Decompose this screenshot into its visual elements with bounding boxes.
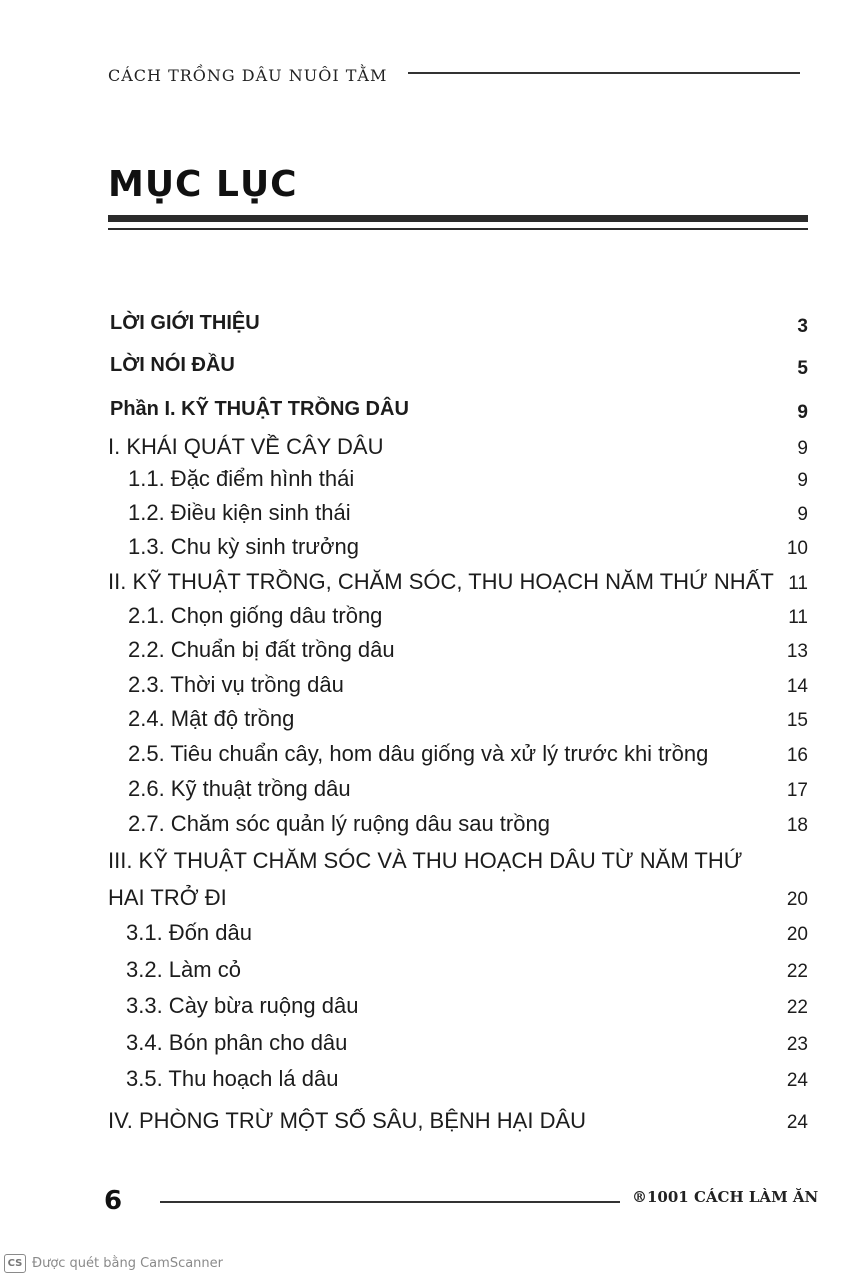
toc-entry-label: LỜI NÓI ĐẦU: [110, 354, 235, 376]
toc-entry-page: 5: [797, 358, 808, 379]
toc-entry: [0, 466, 853, 500]
toc-entry-page: 3: [797, 316, 808, 337]
toc-entry-page: 24: [786, 1070, 808, 1091]
toc-entry-label: Phần I. KỸ THUẬT TRỒNG DÂU: [110, 398, 409, 420]
toc-entry: [0, 637, 853, 671]
toc-entry-page: 20: [786, 889, 808, 910]
toc-entry: [0, 993, 853, 1027]
toc-entry: [0, 1108, 853, 1142]
toc-entry: [0, 398, 853, 432]
toc-entry-label: III. KỸ THUẬT CHĂM SÓC VÀ THU HOẠCH DÂU TỪ NĂM THỨ: [108, 848, 743, 873]
toc-entry-label: 3.2. Làm cỏ: [126, 957, 241, 982]
toc-entry-page: 20: [786, 924, 808, 945]
page-number: 6: [104, 1186, 123, 1216]
toc-entry: [0, 434, 853, 468]
toc-entry-page: 17: [786, 780, 808, 801]
toc-entry-page: 9: [797, 504, 808, 525]
toc-entry-page: 14: [786, 676, 808, 697]
toc-entry: [0, 811, 853, 845]
toc-entry-label: 3.1. Đốn dâu: [126, 920, 252, 945]
toc-entry-page: 13: [786, 641, 808, 662]
toc-entry-label: 2.3. Thời vụ trồng dâu: [128, 672, 344, 697]
toc-entry: [0, 672, 853, 706]
toc-entry: [0, 920, 853, 954]
toc-entry-page: 24: [786, 1112, 808, 1133]
running-title: CÁCH TRỒNG DÂU NUÔI TẰM: [108, 66, 388, 85]
scan-watermark-text: Được quét bằng CamScanner: [32, 1256, 224, 1271]
series-brand: ®1001 CÁCH LÀM ĂN: [632, 1188, 819, 1206]
toc-entry-page: 11: [788, 573, 808, 594]
toc-entry-label: 3.4. Bón phân cho dâu: [126, 1030, 348, 1055]
toc-entry: [0, 603, 853, 637]
toc-entry-page: 9: [797, 438, 808, 459]
toc-entry-page: 22: [786, 997, 808, 1018]
toc-entry-label: 2.1. Chọn giống dâu trồng: [128, 603, 383, 628]
toc-entry-page: 22: [786, 961, 808, 982]
toc-entry-label: 1.2. Điều kiện sinh thái: [128, 500, 351, 525]
toc-entry-label: I. KHÁI QUÁT VỀ CÂY DÂU: [108, 434, 384, 459]
toc-entry-page: 15: [786, 710, 808, 731]
toc-entry: [0, 534, 853, 568]
toc-entry-page: 11: [788, 607, 808, 628]
toc-entry-page: 23: [786, 1034, 808, 1055]
toc-entry: [0, 741, 853, 775]
toc-entry-label: 2.7. Chăm sóc quản lý ruộng dâu sau trồng: [128, 811, 550, 836]
toc-entry: [0, 500, 853, 534]
toc-entry-page: 9: [797, 402, 808, 423]
toc-entry-label: 2.6. Kỹ thuật trồng dâu: [128, 776, 351, 801]
toc-entry: [0, 312, 853, 346]
toc-entry-label: 1.1. Đặc điểm hình thái: [128, 466, 355, 491]
toc-entry-page: 18: [786, 815, 808, 836]
toc-entry: [0, 1066, 853, 1100]
toc-entry-label: 3.3. Cày bừa ruộng dâu: [126, 993, 359, 1018]
toc-entry: [0, 706, 853, 740]
toc-entry-label: IV. PHÒNG TRỪ MỘT SỐ SÂU, BỆNH HẠI DÂU: [108, 1108, 587, 1133]
toc-entry: [0, 354, 853, 388]
page-title: MỤC LỤC: [108, 164, 298, 205]
toc-entry-label: 1.3. Chu kỳ sinh trưởng: [128, 534, 359, 559]
toc-entry-label: 2.4. Mật độ trồng: [128, 706, 295, 731]
toc-entry-label: HAI TRỞ ĐI: [108, 885, 227, 910]
toc-entry: [0, 848, 853, 882]
toc-entry-page: 10: [786, 538, 808, 559]
camscanner-logo-icon: CS: [4, 1254, 26, 1273]
toc-entry: [0, 1030, 853, 1064]
footer-rule: [160, 1201, 620, 1203]
toc-entry: [0, 957, 853, 991]
toc-entry-label: II. KỸ THUẬT TRỒNG, CHĂM SÓC, THU HOẠCH NĂM THỨ NHẤT: [108, 569, 774, 594]
toc-entry: [0, 776, 853, 810]
toc-entry-label: 2.5. Tiêu chuẩn cây, hom dâu giống và xử lý trước khi trồng: [128, 741, 709, 766]
toc-entry: [0, 569, 853, 603]
toc-entry-page: 16: [786, 745, 808, 766]
toc-entry: [0, 885, 853, 919]
toc-entry-page: 9: [797, 470, 808, 491]
toc-entry-label: LỜI GIỚI THIỆU: [110, 312, 260, 334]
toc-entry-label: 2.2. Chuẩn bị đất trồng dâu: [128, 637, 395, 662]
toc-entry-label: 3.5. Thu hoạch lá dâu: [126, 1066, 339, 1091]
